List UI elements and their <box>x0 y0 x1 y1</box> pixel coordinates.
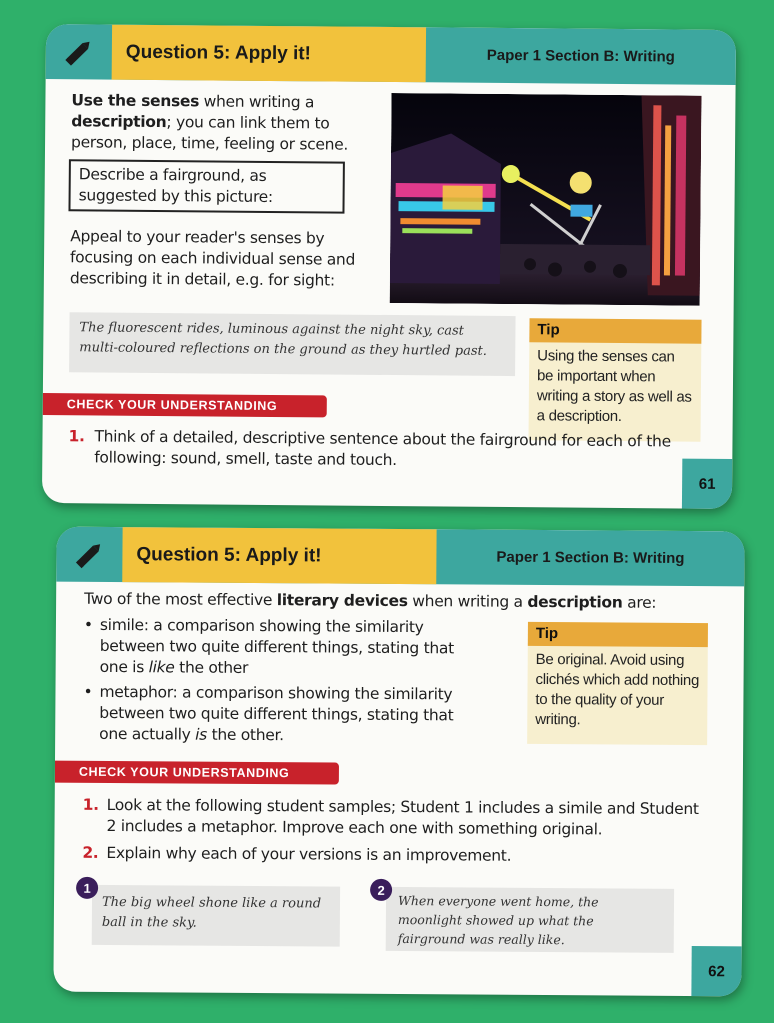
tip-text: Be original. Avoid using clichés which add nothing to the quality of your writing. <box>535 650 700 729</box>
bullet-text: metaphor: a comparison showing the similarity between two quite different things, stating that one actually <box>99 682 454 744</box>
page-number: 61 <box>682 459 732 509</box>
intro-bold-description: description <box>71 112 167 132</box>
appeal-text: Appeal to your reader's senses by focusing on each individual sense and describing it in detail, e.g. for sight: <box>69 227 356 290</box>
bullet-dot: • <box>83 682 93 701</box>
check-your-understanding-banner: CHECK YOUR UNDERSTANDING <box>55 761 339 785</box>
intro-text <box>84 589 724 614</box>
student-sample-text: The big wheel shone like a round ball in the sky. <box>101 894 322 931</box>
bullet-metaphor <box>83 682 483 748</box>
intro-text-part: when writing a <box>198 92 315 112</box>
example-sentence-box <box>69 312 516 376</box>
question-number: 1. <box>82 795 99 814</box>
intro-text <box>71 90 372 156</box>
bullet-text: simile: a comparison showing the similarity between two quite different things, stating that one is <box>99 615 454 677</box>
tip-box <box>527 622 708 745</box>
question-1 <box>68 426 678 473</box>
student-1-badge: 1 <box>76 877 98 899</box>
bullet-list <box>83 615 484 748</box>
bullet-dot: • <box>83 615 93 634</box>
paper-section-label: Paper 1 Section B: Writing <box>486 46 675 66</box>
pencil-icon <box>56 527 122 582</box>
question-text: Explain why each of your versions is an improvement. <box>106 843 512 865</box>
question-title: Question 5: Apply it! <box>136 543 322 566</box>
question-title: Question 5: Apply it! <box>125 41 312 64</box>
bullet-emphasis: is <box>195 725 208 744</box>
tip-heading: Tip <box>529 318 701 344</box>
student-sample-1 <box>92 885 340 947</box>
question-2 <box>82 843 712 868</box>
bullet-text-end: the other. <box>206 725 284 745</box>
page-number: 62 <box>691 946 741 996</box>
question-title-box <box>122 527 436 584</box>
intro-bold-literary-devices: literary devices <box>276 591 408 611</box>
intro-text-end: are: <box>622 593 657 612</box>
question-title-box <box>112 25 426 83</box>
revision-card-62 <box>53 527 744 997</box>
bullet-text-end: the other <box>174 658 249 677</box>
pencil-icon <box>46 24 112 80</box>
paper-section-label-box <box>436 529 744 586</box>
bullet-simile <box>84 615 484 681</box>
tip-box <box>528 318 701 441</box>
intro-text-part: Two of the most effective <box>84 589 277 610</box>
card-header <box>46 24 736 85</box>
paper-section-label-box <box>426 27 736 85</box>
example-sentence: The fluorescent rides, luminous against the night sky, cast multi-coloured reflections on the ground as they hurtled past. <box>79 320 487 359</box>
intro-bold-description: description <box>527 592 623 612</box>
fairground-photo <box>390 93 702 306</box>
tip-text: Using the senses can be important when writing a story as well as a description. <box>536 347 692 426</box>
intro-text-part: when writing a <box>407 592 528 611</box>
intro-bold-senses: Use the senses <box>71 91 200 111</box>
card-header <box>56 527 744 587</box>
check-your-understanding-banner: CHECK YOUR UNDERSTANDING <box>43 393 327 417</box>
student-sample-2 <box>386 887 674 953</box>
bullet-emphasis: like <box>148 658 175 677</box>
revision-card-61 <box>42 24 736 509</box>
tip-heading: Tip <box>528 622 708 647</box>
paper-section-label: Paper 1 Section B: Writing <box>496 548 685 567</box>
student-sample-text: When everyone went home, the moonlight showed up what the fairground was really like. <box>397 892 599 948</box>
question-text: Think of a detailed, descriptive sentence about the fairground for each of the following: sound, smell, taste and touch. <box>94 427 671 470</box>
intro-text-end: ; you can link them to person, place, time, feeling or scene. <box>70 113 349 154</box>
question-number: 2. <box>82 843 99 862</box>
student-2-badge: 2 <box>370 879 392 901</box>
question-number: 1. <box>68 427 85 446</box>
question-text: Look at the following student samples; Student 1 includes a simile and Student 2 includes a metaphor. Improve each one with something original. <box>106 795 699 839</box>
task-box: Describe a fairground, as suggested by this picture: <box>68 159 344 213</box>
question-1 <box>82 795 712 841</box>
